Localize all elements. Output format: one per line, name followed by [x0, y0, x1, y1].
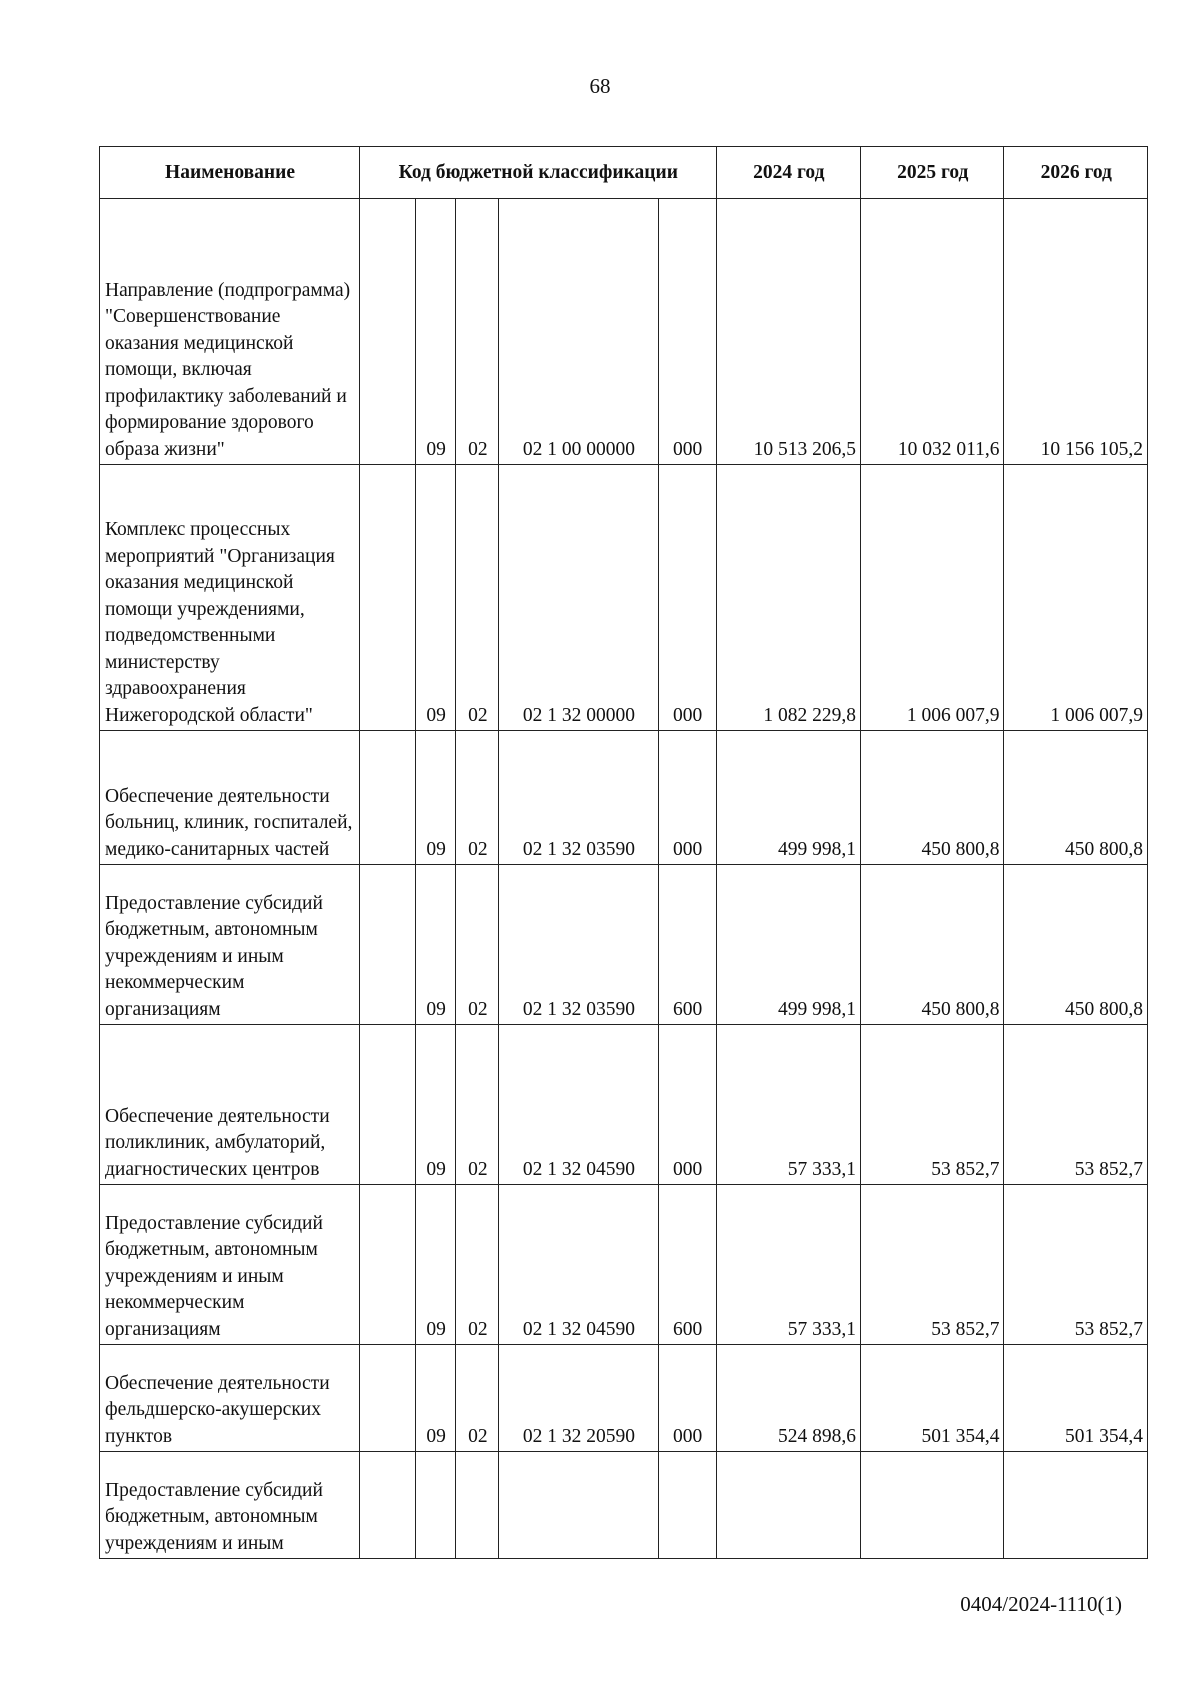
code-expense-type: 000 — [658, 1025, 716, 1185]
code-expense-type: 000 — [658, 465, 716, 731]
code-section: 09 — [415, 199, 456, 465]
header-name: Наименование — [100, 147, 360, 199]
value-2024: 10 513 206,5 — [716, 199, 861, 465]
code-admin — [360, 1025, 416, 1185]
code-section: 09 — [415, 465, 456, 731]
code-admin — [360, 1452, 416, 1559]
code-subsection: 02 — [456, 865, 499, 1025]
value-2024: 499 998,1 — [716, 865, 861, 1025]
row-name: Комплекс процессных мероприятий "Организация оказания медицинской помощи учреждениями, подведомственными министерству здравоохранения Нижегородской области" — [100, 465, 360, 731]
value-2026: 450 800,8 — [1004, 865, 1148, 1025]
table-row — [100, 731, 1148, 865]
value-2024: 524 898,6 — [716, 1345, 861, 1452]
code-admin — [360, 199, 416, 465]
code-target — [499, 1452, 658, 1559]
code-subsection: 02 — [456, 465, 499, 731]
header-code: Код бюджетной классификации — [360, 147, 716, 199]
value-2024: 57 333,1 — [716, 1025, 861, 1185]
table-row — [100, 1025, 1148, 1185]
code-target: 02 1 32 03590 — [499, 731, 658, 865]
code-subsection: 02 — [456, 199, 499, 465]
value-2026: 10 156 105,2 — [1004, 199, 1148, 465]
document-code: 0404/2024-1110(1) — [960, 1592, 1122, 1616]
code-subsection: 02 — [456, 1345, 499, 1452]
table-row — [100, 1452, 1148, 1559]
value-2026: 53 852,7 — [1004, 1025, 1148, 1185]
code-target: 02 1 00 00000 — [499, 199, 658, 465]
code-section — [415, 1452, 456, 1559]
value-2025: 1 006 007,9 — [861, 465, 1004, 731]
code-section: 09 — [415, 865, 456, 1025]
value-2025: 53 852,7 — [861, 1025, 1004, 1185]
header-row — [100, 147, 1148, 199]
code-section: 09 — [415, 731, 456, 865]
row-name: Предоставление субсидий бюджетным, автономным учреждениям и иным некоммерческим организациям — [100, 865, 360, 1025]
value-2025: 450 800,8 — [861, 731, 1004, 865]
code-target: 02 1 32 04590 — [499, 1025, 658, 1185]
value-2025: 10 032 011,6 — [861, 199, 1004, 465]
page-number: 68 — [589, 74, 611, 98]
table-row — [100, 465, 1148, 731]
code-admin — [360, 1185, 416, 1345]
value-2025: 501 354,4 — [861, 1345, 1004, 1452]
code-admin — [360, 731, 416, 865]
code-target: 02 1 32 20590 — [499, 1345, 658, 1452]
code-expense-type — [658, 1452, 716, 1559]
row-name: Предоставление субсидий бюджетным, автономным учреждениям и иным некоммерческим организациям — [100, 1185, 360, 1345]
budget-table — [99, 146, 1148, 1559]
row-name: Обеспечение деятельности больниц, клиник, госпиталей, медико-санитарных частей — [100, 731, 360, 865]
code-target: 02 1 32 00000 — [499, 465, 658, 731]
table-row — [100, 865, 1148, 1025]
row-name: Направление (подпрограмма) "Совершенствование оказания медицинской помощи, включая профилактику заболеваний и формирование здорового образа жизни" — [100, 199, 360, 465]
header-2025: 2025 год — [861, 147, 1004, 199]
value-2026: 1 006 007,9 — [1004, 465, 1148, 731]
code-expense-type: 000 — [658, 199, 716, 465]
value-2026 — [1004, 1452, 1148, 1559]
code-subsection: 02 — [456, 1025, 499, 1185]
value-2026: 501 354,4 — [1004, 1345, 1148, 1452]
code-expense-type: 600 — [658, 1185, 716, 1345]
code-expense-type: 000 — [658, 731, 716, 865]
code-subsection: 02 — [456, 1185, 499, 1345]
table-row — [100, 1185, 1148, 1345]
header-2024: 2024 год — [716, 147, 861, 199]
value-2025: 53 852,7 — [861, 1185, 1004, 1345]
value-2024: 1 082 229,8 — [716, 465, 861, 731]
code-subsection — [456, 1452, 499, 1559]
row-name: Обеспечение деятельности фельдшерско-акушерских пунктов — [100, 1345, 360, 1452]
row-name: Предоставление субсидий бюджетным, автономным учреждениям и иным — [100, 1452, 360, 1559]
code-section: 09 — [415, 1185, 456, 1345]
code-section: 09 — [415, 1345, 456, 1452]
value-2024 — [716, 1452, 861, 1559]
code-admin — [360, 1345, 416, 1452]
value-2026: 53 852,7 — [1004, 1185, 1148, 1345]
table-row — [100, 1345, 1148, 1452]
code-admin — [360, 465, 416, 731]
value-2025 — [861, 1452, 1004, 1559]
value-2024: 499 998,1 — [716, 731, 861, 865]
value-2026: 450 800,8 — [1004, 731, 1148, 865]
code-expense-type: 600 — [658, 865, 716, 1025]
code-expense-type: 000 — [658, 1345, 716, 1452]
code-target: 02 1 32 04590 — [499, 1185, 658, 1345]
code-subsection: 02 — [456, 731, 499, 865]
code-section: 09 — [415, 1025, 456, 1185]
row-name: Обеспечение деятельности поликлиник, амбулаторий, диагностических центров — [100, 1025, 360, 1185]
value-2024: 57 333,1 — [716, 1185, 861, 1345]
table-row — [100, 199, 1148, 465]
value-2025: 450 800,8 — [861, 865, 1004, 1025]
code-target: 02 1 32 03590 — [499, 865, 658, 1025]
header-2026: 2026 год — [1004, 147, 1148, 199]
code-admin — [360, 865, 416, 1025]
